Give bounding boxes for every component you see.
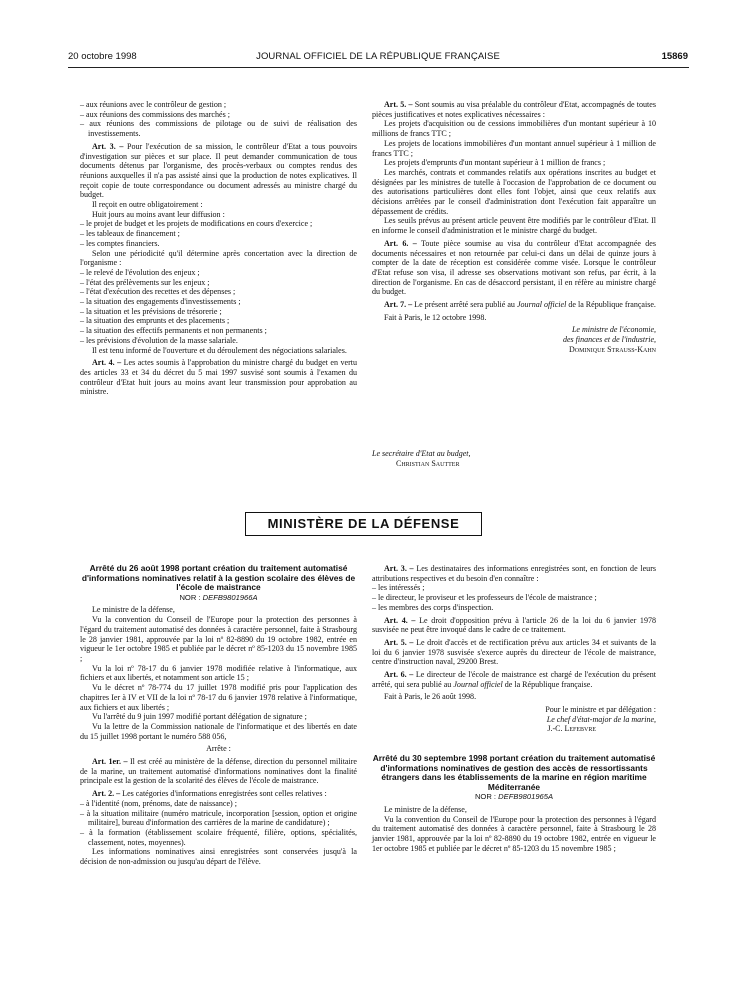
paragraph: Les projets d'emprunts d'un montant supérieur à 1 million de francs ; xyxy=(384,158,606,168)
page-number: 15869 xyxy=(661,51,688,62)
article-4: Art. 4. – Les actes soumis à l'approbation du ministre chargé du budget en vertu des articles 33 et 34 du décret du 5 mai 1997 susvisé sont soumis à l'examen du contrôleur d'Etat huit jours au moins avant leur transmission pour approbation au ministre. xyxy=(80,358,358,397)
paragraph: Les projets d'acquisition ou de cessions immobilières d'un montant supérieur à 10 millions de francs TTC ; xyxy=(372,119,656,139)
nor-reference: NOR : DEFB9801965A xyxy=(474,792,554,802)
signatory-name: Dominique Strauss-Kahn xyxy=(568,344,656,354)
bottom-right-column xyxy=(372,564,656,854)
list-item: – les membres des corps d'inspection. xyxy=(372,602,494,612)
article-3: Art. 3. – Pour l'exécution de sa mission, le contrôleur d'Etat a tous pouvoirs d'investigation sur pièces et sur place. Il peut demander communication de tous documents détenus par l'organisme, des procès-verbaux ou comptes rendus des réunions auxquelles il n'a pas assisté ainsi que la production de notes explicatives. Il reçoit copie de toute correspondance ou document adressés au ministre chargé du budget. xyxy=(80,141,358,200)
list-item: – le relevé de l'évolution des enjeux ; xyxy=(80,267,200,277)
signatory-title: Le secrétaire d'Etat au budget, xyxy=(372,449,471,458)
signatory-title: Le chef d'état-major de la marine, xyxy=(546,714,656,724)
article-6: Art. 6. – Toute pièce soumise au visa du contrôleur d'Etat accompagnée des documents nécessaires et non retournée par celui-ci dans un délai de quinze jours à compter de la date de réception est considérée comme visée. Lorsque le contrôleur d'Etat refuse son visa, il adresse ses observations motivant son refus, par écrit, à la direction de l'organisme. En cas de désaccord persistant, il en réfère au ministre chargé du budget. xyxy=(372,238,657,297)
paragraph: Les marchés, contrats et commandes relatifs aux opérations inscrites au budget et désignées par les ministres de tutelle à l'occasion de l'approbation de ce document ou des autorisations particulières dont elles font l'objet, ainsi que ceux relatifs aux décisions arrêtées par le conseil d'administration dont l'exécution fait apparaître un dépassement de crédits. xyxy=(372,167,656,216)
paragraph: Huit jours au moins avant leur diffusion : xyxy=(92,209,225,219)
paragraph: Les informations nominatives ainsi enregistrées sont conservées jusqu'à la décision de non-admission ou jusqu'au départ de l'élève. xyxy=(80,847,357,867)
paragraph: Les projets de locations immobilières d'un montant annuel supérieur à 1 million de francs TTC ; xyxy=(372,138,656,158)
signature-line: Pour le ministre et par délégation : xyxy=(545,705,656,715)
paragraph: Il est tenu informé de l'ouverture et du déroulement des négociations salariales. xyxy=(92,345,347,355)
article-7: Art. 7. – Le présent arrêté sera publié au Journal officiel de la République française. xyxy=(384,300,656,310)
bottom-left-column xyxy=(80,564,357,867)
journal-title: JOURNAL OFFICIEL DE LA RÉPUBLIQUE FRANÇAISE xyxy=(256,51,500,62)
article-3: Art. 3. – Les destinataires des informations enregistrées sont, en fonction de leurs attributions respectives et du besoin d'en connaître : xyxy=(372,564,657,583)
list-item: – les comptes financiers. xyxy=(80,238,160,248)
page-header xyxy=(68,51,688,65)
paragraph: Les seuils prévus au présent article peuvent être modifiés par le contrôleur d'Etat. Il en informe le conseil d'administration et le ministre chargé du budget. xyxy=(372,216,656,236)
list-item: – à l'identité (nom, prénoms, date de naissance) ; xyxy=(80,798,237,808)
list-item: – l'état d'exécution des recettes et des dépenses ; xyxy=(80,287,236,297)
paragraph: Il reçoit en outre obligatoirement : xyxy=(92,200,203,210)
list-item: – les intéressés ; xyxy=(372,583,425,593)
list-item: – aux réunions des commissions de pilotage ou de suivi de réalisation des investissements. xyxy=(80,119,357,139)
article-2: Art. 2. – Les catégories d'informations enregistrées sont celles relatives : xyxy=(92,789,327,799)
article-4: Art. 4. – Le droit d'opposition prévu à l'article 26 de la loi du 6 janvier 1978 susvisée ne peut être invoqué dans le cadre de ce traitement. xyxy=(372,615,657,635)
decree-title: Arrêté du 30 septembre 1998 portant création du traitement automatisé d'informations nominatives de gestion des accès de ressortissants étrangers dans les établissements de la marine en région maritime Méditerranée xyxy=(372,752,656,792)
nor-reference: NOR : DEFB9801966A xyxy=(179,592,258,602)
ministry-heading: MINISTÈRE DE LA DÉFENSE xyxy=(245,512,482,536)
fait-a-paris: Fait à Paris, le 26 août 1998. xyxy=(384,692,477,702)
paragraph: Vu la lettre de la Commission nationale de l'informatique et des libertés en date du 15 juillet 1998 portant le numéro 588 056, xyxy=(80,721,357,741)
paragraph: Vu la convention du Conseil de l'Europe pour la protection des personnes à l'égard du traitement automatisé des données à caractère personnel, faite à Strasbourg le 28 janvier 1981, approuvée par la loi nº 82-8890 du 19 octobre 1982, entrée en vigueur le 1er octobre 1985 et publiée par le décret nº 85-1203 du 15 novembre 1985 ; xyxy=(372,814,656,853)
arrete-heading: Arrête : xyxy=(206,744,231,754)
article-6: Art. 6. – Le directeur de l'école de maistrance est chargé de l'exécution du présent arrêté, qui sera publié au Journal officiel de la République française. xyxy=(372,670,656,689)
list-item: – le projet de budget et les projets de modifications en cours d'exercice ; xyxy=(80,219,313,229)
paragraph: Le ministre de la défense, xyxy=(92,605,175,615)
top-right-column xyxy=(372,100,656,354)
article-5: Art. 5. – Le droit d'accès et de rectification prévu aux articles 34 et suivants de la loi du 6 janvier 1978 susvisée s'exerce auprès du directeur de l'école de maistrance, centre d'instruction naval, 29200 Brest. xyxy=(372,637,657,667)
list-item: – la situation des effectifs permanents et non permanents ; xyxy=(80,326,267,336)
list-item: – la situation des engagements d'investissements ; xyxy=(80,297,241,307)
list-item: – la situation des emprunts et des placements ; xyxy=(80,316,230,326)
paragraph: Vu la loi nº 78-17 du 6 janvier 1978 modifiée relative à l'informatique, aux fichiers et aux libertés, et notamment son article 15 ; xyxy=(80,663,357,683)
header-rule xyxy=(68,67,689,68)
signatory-name: Christian Sautter xyxy=(396,458,460,468)
paragraph: Selon une périodicité qu'il détermine après concertation avec la direction de l'organisme : xyxy=(80,248,357,268)
article-1: Art. 1er. – Il est créé au ministère de la défense, direction du personnel militaire de la marine, un traitement automatisé d'informations nominatives dont la finalité principale est la gestion de la scolarité des élèves de l'école de maistrance. xyxy=(80,757,357,786)
paragraph: Vu la convention du Conseil de l'Europe pour la protection des personnes à l'égard du traitement automatisé des données à caractère personnel, faite à Strasbourg le 28 janvier 1981, approuvée par la loi nº 82-8890 du 19 octobre 1982, entrée en vigueur le 1er octobre 1985 et publiée par le décret nº 85-1203 du 15 novembre 1985 ; xyxy=(80,615,357,663)
list-item: – aux réunions avec le contrôleur de gestion ; xyxy=(80,100,227,109)
top-left-column xyxy=(80,100,357,397)
paragraph: Le ministre de la défense, xyxy=(384,805,467,814)
secretary-signature xyxy=(372,449,572,468)
list-item: – l'état des prélèvements sur les enjeux ; xyxy=(80,277,210,287)
signatory-name: J.-C. Lefebvre xyxy=(547,724,596,734)
list-item: – aux réunions des commissions des marchés ; xyxy=(80,109,230,119)
list-item: – le directeur, le proviseur et les professeurs de l'école de maistrance ; xyxy=(372,593,597,603)
paragraph: Vu le décret nº 78-774 du 17 juillet 1978 modifié pris pour l'application des chapitres Ier à IV et VII de la loi nº 78-17 du 6 janvier 1978 relative à l'informatique, aux fichiers et aux libertés ; xyxy=(80,683,357,712)
list-item: – à la situation militaire (numéro matricule, incorporation [session, option et origine militaire], bureau d'information des carrières de la marine de candidature) ; xyxy=(80,808,357,828)
fait-a-paris: Fait à Paris, le 12 octobre 1998. xyxy=(384,312,487,322)
list-item: – la situation et les prévisions de trésorerie ; xyxy=(80,306,222,316)
article-5: Art. 5. – Sont soumis au visa préalable du contrôleur d'Etat, accompagnés de toutes pièces justificatives et notes explicatives nécessaires : xyxy=(372,100,656,119)
signatory-title: Le ministre de l'économie, xyxy=(571,325,656,335)
list-item: – à la formation (établissement scolaire fréquenté, filière, options, spécialités, classement, notes, moyennes). xyxy=(80,827,357,847)
header-date: 20 octobre 1998 xyxy=(68,51,137,62)
signatory-title: des finances et de l'industrie, xyxy=(562,335,656,345)
decree-title: Arrêté du 26 août 1998 portant création du traitement automatisé d'informations nominatives relatif à la gestion scolaire des élèves de l'école de maistrance xyxy=(81,563,356,593)
list-item: – les prévisions d'évolution de la masse salariale. xyxy=(80,335,238,345)
paragraph: Vu l'arrêté du 9 juin 1997 modifié portant délégation de signature ; xyxy=(92,712,307,722)
list-item: – les tableaux de financement ; xyxy=(80,229,180,239)
